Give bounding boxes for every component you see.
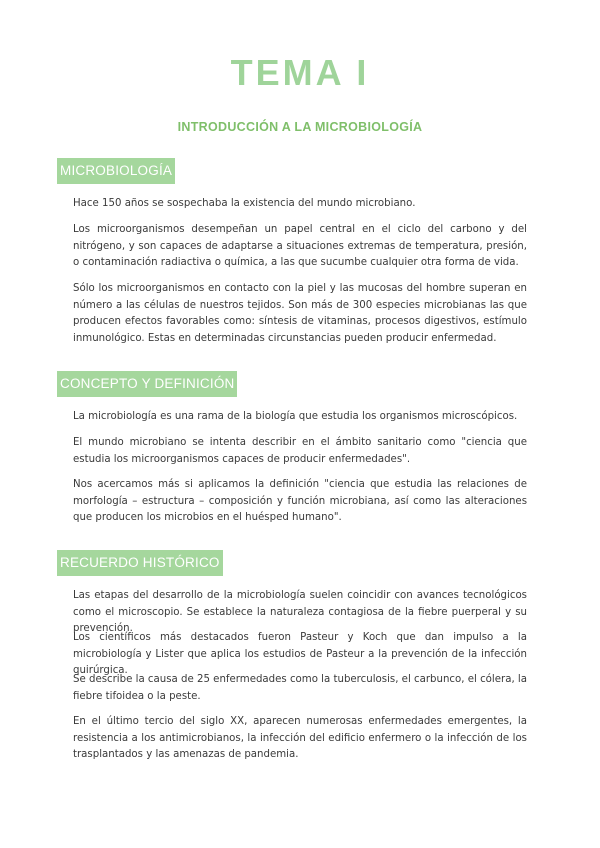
paragraph: En el último tercio del siglo XX, aparecen numerosas enfermedades emergentes, la resistencia a los antimicrobianos, la infección del edificio enfermero o la infección de los trasplantados y las amenazas de pandemia. [73,716,527,760]
paragraph: Las etapas del desarrollo de la microbiología suelen coincidir con avances tecnológicos como el microscopio. Se establece la naturaleza contagiosa de la fiebre puerperal y su prevención. [73,590,527,634]
paragraph: Los microorganismos desempeñan un papel central en el ciclo del carbono y del nitrógeno, y son capaces de adaptarse a situaciones extremas de temperatura, presión, o contaminación radiactiva o química, a las que sucumbe cualquier otra forma de vida. [73,224,527,268]
paragraph: Sólo los microorganismos en contacto con la piel y las mucosas del hombre superan en número a las células de nuestros tejidos. Son más de 300 especies microbianas las que producen efectos favorables como: síntesis de vitaminas, procesos digestivos, estímulo inmunológico. Estas en determinadas circunstancias pueden producir enfermedad. [73,283,527,344]
section-heading-recuerdo: RECUERDO HISTÓRICO [57,550,223,576]
section-heading-concepto: CONCEPTO Y DEFINICIÓN [57,371,237,397]
page-title: TEMA I [230,52,370,93]
paragraph: La microbiología es una rama de la biología que estudia los organismos microscópicos. [73,411,518,422]
paragraph: Los científicos más destacados fueron Pasteur y Koch que dan impulso a la microbiología y Lister que aplica los estudios de Pasteur a la prevención de la infección quirúrgica. [73,632,527,676]
page-subtitle: INTRODUCCIÓN A LA MICROBIOLOGÍA [177,120,423,134]
paragraph: Se describe la causa de 25 enfermedades como la tuberculosis, el carbunco, el cólera, la fiebre tifoidea o la peste. [73,674,527,702]
section-heading-microbiologia: MICROBIOLOGÍA [57,158,175,184]
paragraph: Nos acercamos más si aplicamos la definición "ciencia que estudia las relaciones de morfología – estructura – composición y función microbiana, así como las alteraciones que producen los microbios en el huésped humano". [73,479,527,523]
paragraph: El mundo microbiano se intenta describir en el ámbito sanitario como "ciencia que estudia los microorganismos capaces de producir enfermedades". [73,437,527,465]
paragraph: Hace 150 años se sospechaba la existencia del mundo microbiano. [73,198,416,209]
